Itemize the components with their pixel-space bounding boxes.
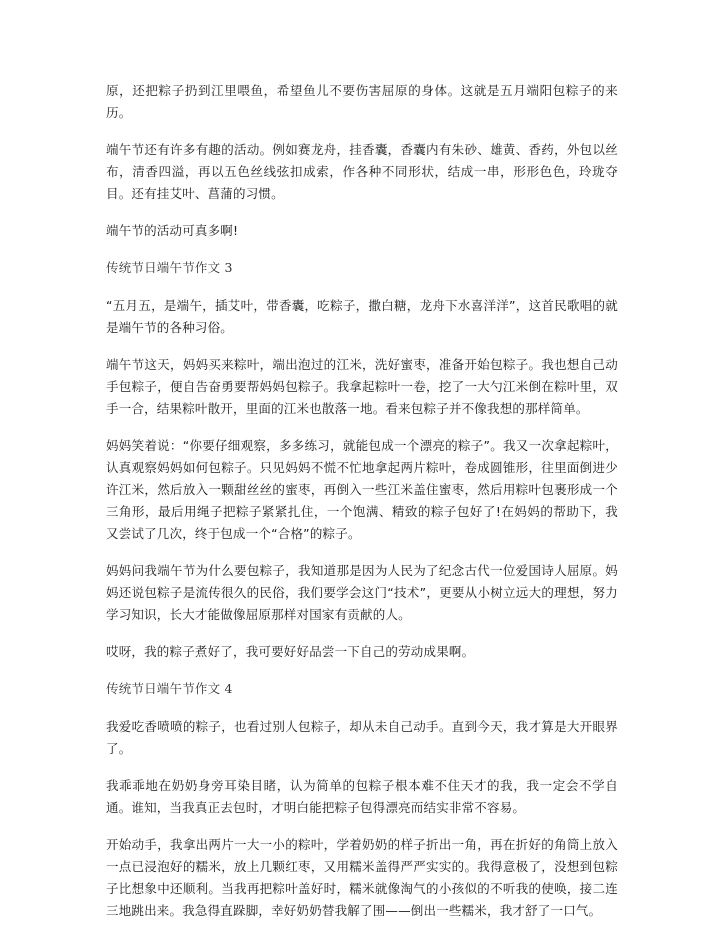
- paragraph-first-attempt: 端午节这天，妈妈买来粽叶，端出泡过的江米，洗好蜜枣，准备开始包粽子。我也想自己动手包粽子，便自告奋勇要帮妈妈包粽子。我拿起粽叶一卷，挖了一大勺江米倒在粽叶里，双手一合，结果粽叶散开，里面的江米也散落一地。看来包粽子并不像我想的那样简单。: [106, 357, 618, 416]
- essay-4-heading: 传统节日端午节作文 4: [106, 681, 233, 696]
- paragraph-start-wrapping: 开始动手，我拿出两片一大一小的粽叶，学着奶奶的样子折出一角，再在折好的角筒上放入一点已浸泡好的糯米，放上几颗红枣，又用糯米盖得严严实实的。我得意极了，没想到包粽子比想象中还顺利。当我再把粽叶盖好时，糯米就像淘气的小孩似的不听我的使唤，接二连三地跳出来。我急得直跺脚，幸好奶奶替我解了围——倒出一些糯米，我才舒了一口气。: [106, 837, 618, 918]
- article-body: [106, 80, 618, 937]
- paragraph-cooked: 哎呀，我的粽子煮好了，我可要好好品尝一下自己的劳动成果啊。: [106, 644, 475, 659]
- paragraph-mom-teaches: 妈妈笑着说：“你要仔细观察，多多练习，就能包成一个漂亮的粽子”。我又一次拿起粽叶，认真观察妈妈如何包粽子。只见妈妈不慌不忙地拿起两片粽叶，卷成圆锥形，往里面倒进少许江米，然后放入一颗甜丝丝的蜜枣，再倒入一些江米盖住蜜枣，然后用粽叶包裹形成一个三角形，最后用绳子把粽子紧紧扎住，一个饱满、精致的粽子包好了!在妈妈的帮助下，我又尝试了几次，终于包成一个“合格”的粽子。: [106, 438, 618, 541]
- paragraph-folk-song: “五月五，是端午，插艾叶，带香囊，吃粽子，撒白糖，龙舟下水喜洋洋”，这首民歌唱的就是端午节的各种习俗。: [106, 298, 618, 335]
- paragraph-qu-yuan-origin: 原，还把粽子扔到江里喂鱼，希望鱼儿不要伤害屈原的身体。这就是五月端阳包粽子的来历。: [106, 83, 618, 120]
- paragraph-activities: 端午节还有许多有趣的活动。例如赛龙舟，挂香囊，香囊内有朱砂、雄黄、香药，外包以丝布，清香四溢，再以五色丝线弦扣成索，作各种不同形状，结成一串，形形色色，玲珑夺目。还有挂艾叶、菖蒲的习惯。: [106, 142, 618, 201]
- paragraph-why-zongzi: 妈妈问我端午节为什么要包粽子，我知道那是因为人民为了纪念古代一位爱国诗人屈原。妈妈还说包粽子是流传很久的民俗，我们要学会这门“技术”，更要从小树立远大的理想，努力学习知识，长大才能做像屈原那样对国家有贡献的人。: [106, 563, 618, 622]
- paragraph-love-zongzi: 我爱吃香喷喷的粽子，也看过别人包粽子，却从未自己动手。直到今天，我才算是大开眼界了。: [106, 719, 618, 756]
- paragraph-activities-summary: 端午节的活动可真多啊!: [106, 223, 239, 238]
- essay-3-heading: 传统节日端午节作文 3: [106, 260, 233, 275]
- paragraph-grandma: 我乖乖地在奶奶身旁耳染目睹，认为简单的包粽子根本难不住天才的我，我一定会不学自通。谁知，当我真正去包时，才明白能把粽子包得漂亮而结实非常不容易。: [106, 778, 618, 815]
